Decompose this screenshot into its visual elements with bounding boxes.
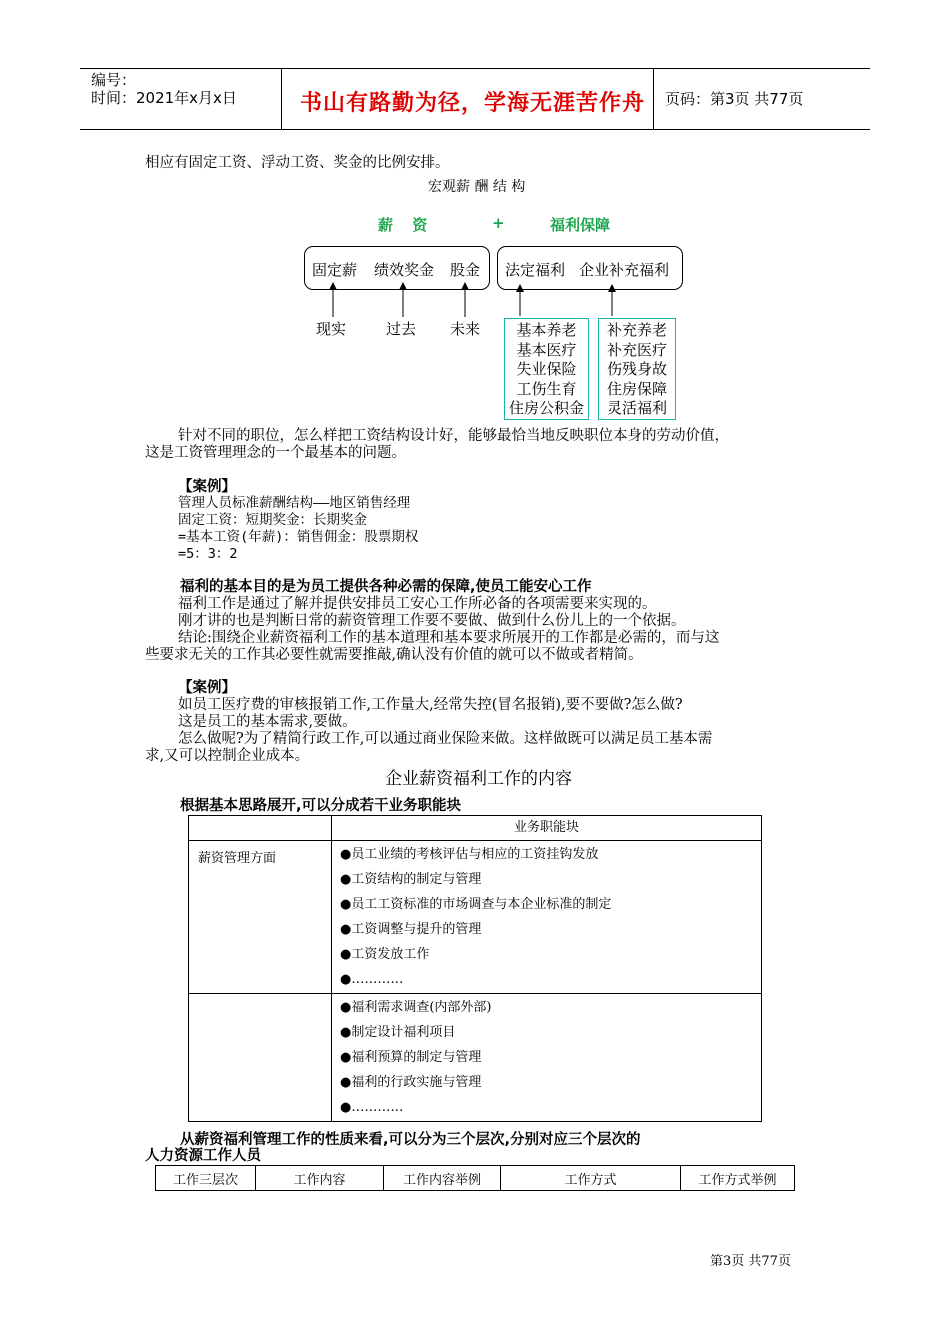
supplementary-item: 补充养老 [606, 321, 667, 339]
table1-item: ●制定设计福利项目 [340, 1025, 456, 1040]
case2-line2: 这是员工的基本需求,要做。 [178, 714, 357, 730]
table1-item: ●工资调整与提升的管理 [340, 922, 482, 937]
table2-header-cell: 工作三层次 [156, 1166, 256, 1191]
table1-item: ●福利的行政实施与管理 [340, 1075, 482, 1090]
plus-sign: + [492, 214, 505, 232]
case2-line4: 求,又可以控制企业成本。 [145, 748, 310, 764]
doc-time-label: 时间：2021年x月x日 [91, 89, 237, 107]
table1-item: ●工资发放工作 [340, 947, 430, 962]
welfare-heading: 福利的基本目的是为员工提供各种必需的保障,使员工能安心工作 [180, 579, 592, 595]
performance-bonus-label: 绩效奖金 [374, 261, 435, 279]
table1-item: ●员工业绩的考核评估与相应的工资挂钩发放 [340, 847, 599, 862]
para1-line1: 针对不同的职位，怎么样把工资结构设计好，能够最恰当地反映职位本身的劳动价值， [178, 428, 729, 444]
salary-label: 薪 资 [378, 216, 428, 234]
statutory-item: 基本养老 [516, 321, 577, 339]
diagram-title: 宏观薪 酬 结 构 [428, 179, 526, 195]
statutory-item: 失业保险 [516, 360, 577, 378]
statutory-welfare-label: 法定福利 [505, 261, 566, 279]
table1-item: ●………… [340, 1100, 404, 1115]
supplementary-list-box [598, 318, 676, 420]
time-label-future: 未来 [450, 320, 481, 338]
supplementary-item: 伤残身故 [606, 360, 667, 378]
welfare-label: 福利保障 [550, 216, 611, 234]
supplementary-item: 灵活福利 [606, 399, 667, 417]
table1-items-cell [332, 841, 762, 994]
statutory-item: 工伤生育 [516, 379, 577, 398]
case2-line1: 如员工医疗费的审核报销工作,工作量大,经常失控(冒名报销),要不要做?怎么做? [178, 697, 683, 713]
case1-line: =基本工资(年薪)：销售佣金：股票期权 [178, 529, 419, 545]
para1-line2: 这是工资管理理念的一个最基本的问题。 [145, 445, 406, 461]
table1-item: ●福利预算的制定与管理 [340, 1050, 482, 1065]
supplementary-welfare-label: 企业补充福利 [579, 261, 670, 279]
case1-line: 固定工资：短期奖金：长期奖金 [178, 512, 367, 528]
case2-line3: 怎么做呢?为了精简行政工作,可以通过商业保险来做。这样做既可以满足员工基本需 [178, 731, 713, 747]
supplementary-item: 住房保障 [606, 379, 667, 398]
case1-label: 【案例】 [178, 479, 236, 495]
table1-category-cell [189, 994, 332, 1122]
doc-number-label: 编号： [91, 71, 137, 89]
table1-corner-cell [189, 816, 332, 841]
equity-label: 股金 [450, 261, 481, 279]
statutory-item: 基本医疗 [516, 340, 577, 359]
statutory-item: 住房公积金 [508, 399, 584, 417]
table2-header-cell: 工作内容举例 [384, 1166, 501, 1191]
case1-line: =5：3：2 [178, 546, 238, 562]
case1-line: 管理人员标准薪酬结构——地区销售经理 [178, 495, 411, 511]
table1-category-cell: 薪资管理方面 [189, 841, 332, 994]
table1-item: ●福利需求调查(内部外部) [340, 1000, 492, 1015]
table1-item: ●工资结构的制定与管理 [340, 872, 482, 887]
welfare-line2: 刚才讲的也是判断日常的薪资管理工作要不要做、做到什么份儿上的一个依据。 [178, 613, 686, 629]
table1-items-cell [332, 994, 762, 1122]
intro-line: 相应有固定工资、浮动工资、奖金的比例安排。 [145, 155, 450, 171]
diagram-arrows [0, 0, 950, 330]
table2-header-cell: 工作内容 [256, 1166, 384, 1191]
levels-heading-line2: 人力资源工作人员 [145, 1148, 261, 1164]
welfare-line3: 结论:围绕企业薪资福利工作的基本道理和基本要求所展开的工作都是必需的，而与这 [178, 630, 720, 646]
time-label-past: 过去 [386, 320, 417, 338]
footer-page-number: 第3页 共77页 [710, 1254, 791, 1269]
header-page-label: 页码：第3页 共77页 [665, 90, 804, 108]
function-blocks-table [188, 815, 762, 1122]
levels-table [155, 1165, 795, 1191]
header-motto: 书山有路勤为径，学海无涯苦作舟 [300, 91, 646, 116]
case2-label: 【案例】 [178, 680, 236, 696]
statutory-list-box [504, 318, 589, 420]
table2-header-cell: 工作方式举例 [681, 1166, 795, 1191]
fixed-pay-label: 固定薪 [312, 261, 358, 279]
supplementary-item: 补充医疗 [606, 340, 667, 359]
table1-header: 业务职能块 [332, 816, 762, 841]
time-label-present: 现实 [316, 320, 347, 338]
content-title: 企业薪资福利工作的内容 [385, 769, 572, 789]
table1-item: ●员工工资标准的市场调查与本企业标准的制定 [340, 897, 612, 912]
welfare-line4: 些要求无关的工作其必要性就需要推敲,确认没有价值的就可以不做或者精简。 [145, 647, 643, 663]
welfare-line1: 福利工作是通过了解并提供安排员工安心工作所必备的各项需要来实现的。 [178, 596, 657, 612]
table2-header-cell: 工作方式 [501, 1166, 681, 1191]
blocks-heading: 根据基本思路展开,可以分成若干业务职能块 [180, 798, 462, 814]
levels-heading-line1: 从薪资福利管理工作的性质来看,可以分为三个层次,分别对应三个层次的 [180, 1132, 641, 1148]
table1-item: ●………… [340, 972, 404, 987]
